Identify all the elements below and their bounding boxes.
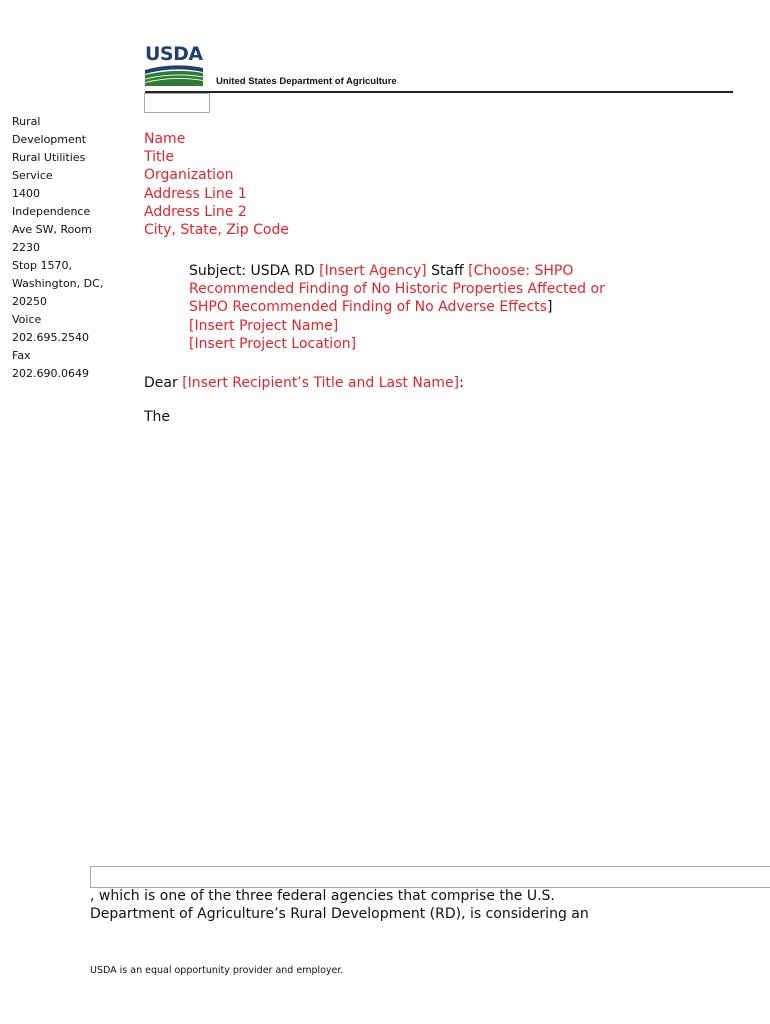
body-paragraph xyxy=(90,887,750,923)
subject-line-3 xyxy=(189,298,659,316)
body-line-2: Department of Agriculture’s Rural Development (RD), is considering an xyxy=(90,906,589,923)
subject-close-bracket: ] xyxy=(546,299,553,316)
salutation-placeholder[interactable]: [Insert Recipient’s Title and Last Name] xyxy=(182,375,460,391)
usda-landscape-icon xyxy=(145,64,203,86)
body-line-1: , which is one of the three federal agencies that comprise the U.S. xyxy=(90,888,555,904)
usda-logo-text: USDA xyxy=(145,43,203,65)
recipient-title[interactable]: Title xyxy=(144,149,175,166)
salutation-colon: : xyxy=(459,375,464,391)
subject-line-1 xyxy=(189,262,659,280)
recipient-city-state-zip[interactable]: City, State, Zip Code xyxy=(144,222,289,239)
subject-staff: Staff xyxy=(426,263,469,279)
department-name: United States Department of Agriculture xyxy=(216,76,397,87)
usda-logo xyxy=(145,44,203,86)
subject-project-name[interactable]: [Insert Project Name] xyxy=(189,317,339,334)
footer-statement: USDA is an equal opportunity provider and employer. xyxy=(90,965,344,976)
header-divider xyxy=(145,91,733,93)
subject-block xyxy=(189,262,659,353)
subject-choose-placeholder-2[interactable]: Recommended Finding of No Historic Properties Affected or xyxy=(189,281,605,298)
subject-choose-placeholder-3[interactable]: SHPO Recommended Finding of No Adverse Effects xyxy=(189,299,547,316)
recipient-address-line-1[interactable]: Address Line 1 xyxy=(144,185,247,202)
recipient-address-line-2[interactable]: Address Line 2 xyxy=(144,203,247,220)
subject-choose-placeholder-1[interactable]: [Choose: SHPO xyxy=(468,263,574,279)
subject-prefix: Subject: USDA RD xyxy=(189,263,320,279)
salutation-dear: Dear xyxy=(144,375,183,391)
salutation xyxy=(144,374,464,392)
recipient-address-block xyxy=(144,130,289,239)
recipient-organization[interactable]: Organization xyxy=(144,167,234,184)
agency-form-field[interactable] xyxy=(90,866,770,888)
recipient-name[interactable]: Name xyxy=(144,131,186,147)
subject-agency-placeholder[interactable]: [Insert Agency] xyxy=(319,263,427,279)
sidebar-address: Rural Development Rural Utilities Service 1400 Independence Ave SW, Room 2230 Stop 1570, Washington, DC, 20250 Voice 202.695.2540 Fax 202.690.0649 xyxy=(12,115,104,380)
subject-project-location[interactable]: [Insert Project Location] xyxy=(189,335,357,352)
header-form-field[interactable] xyxy=(144,93,210,113)
body-start-text: The xyxy=(144,409,171,425)
